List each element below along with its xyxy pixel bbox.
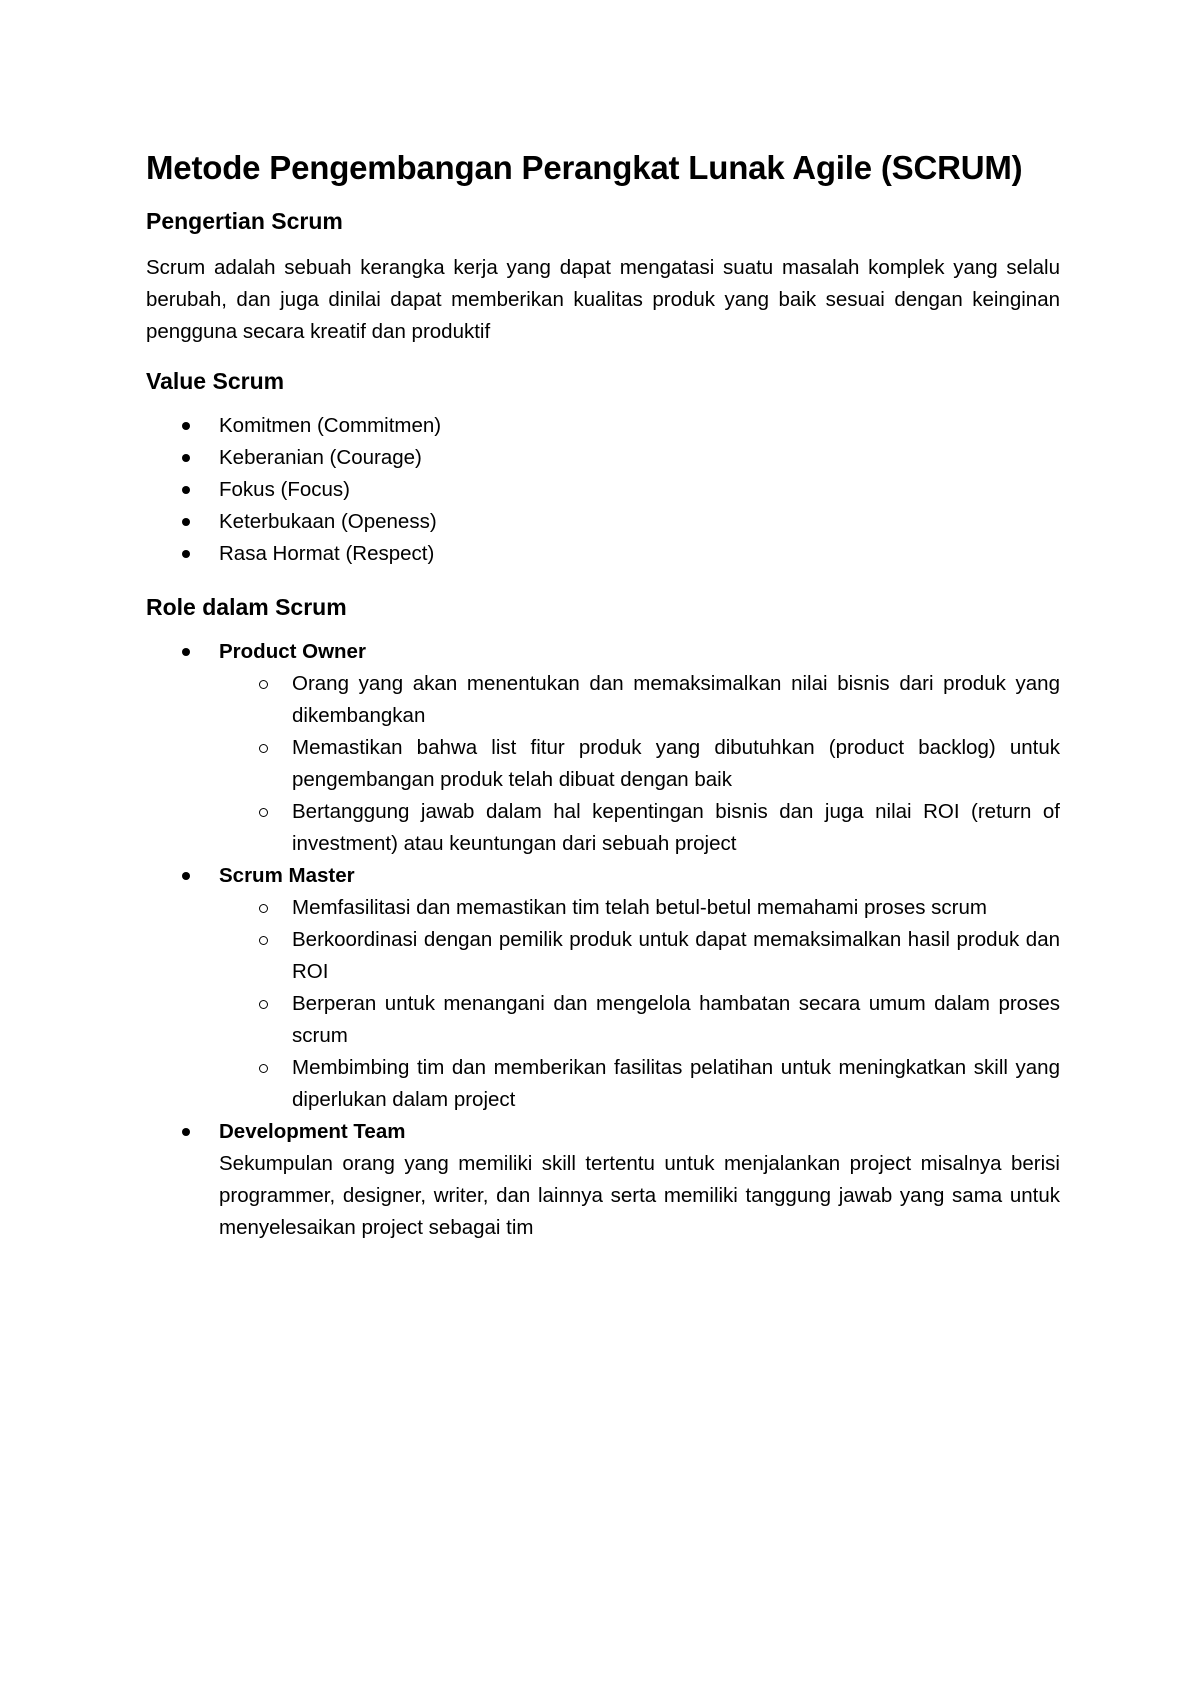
role-item-product-owner bbox=[146, 636, 1060, 860]
role-title: Product Owner bbox=[219, 640, 366, 663]
value-list bbox=[146, 410, 1060, 570]
sub-item-text: Memastikan bahwa list fitur produk yang dibutuhkan (product backlog) untuk pengembangan produk telah dibuat dengan baik bbox=[292, 736, 1060, 791]
circle-bullet-icon bbox=[259, 904, 268, 913]
role-title: Scrum Master bbox=[219, 864, 355, 887]
value-item-label: Keberanian (Courage) bbox=[219, 446, 422, 469]
product-owner-sublist bbox=[219, 668, 1060, 860]
sub-list-item bbox=[219, 988, 1060, 1052]
sub-item-text: Membimbing tim dan memberikan fasilitas pelatihan untuk meningkatkan skill yang diperlukan dalam project bbox=[292, 1056, 1060, 1111]
sub-list-item bbox=[219, 668, 1060, 732]
circle-bullet-icon bbox=[259, 1000, 268, 1009]
sub-list-item bbox=[219, 892, 1060, 924]
sub-item-text: Memfasilitasi dan memastikan tim telah betul-betul memahami proses scrum bbox=[292, 896, 987, 919]
paragraph-pengertian: Scrum adalah sebuah kerangka kerja yang dapat mengatasi suatu masalah komplek yang selalu berubah, dan juga dinilai dapat memberikan kualitas produk yang baik sesuai dengan keinginan pengguna secara kreatif dan produktif bbox=[146, 256, 1060, 343]
role-item-development-team bbox=[146, 1116, 1060, 1244]
circle-bullet-icon bbox=[259, 680, 268, 689]
list-item bbox=[146, 474, 1060, 506]
bullet-icon bbox=[182, 486, 190, 494]
development-team-description: Sekumpulan orang yang memiliki skill tertentu untuk menjalankan project misalnya berisi programmer, designer, writer, dan lainnya serta memiliki tanggung jawab yang sama untuk menyelesaikan project sebagai tim bbox=[219, 1152, 1060, 1239]
document-content bbox=[146, 146, 1060, 1244]
heading-value-scrum: Value Scrum bbox=[146, 368, 285, 394]
list-item bbox=[146, 506, 1060, 538]
sub-list-item bbox=[219, 796, 1060, 860]
bullet-icon bbox=[182, 422, 190, 430]
value-item-label: Rasa Hormat (Respect) bbox=[219, 542, 435, 565]
role-title: Development Team bbox=[219, 1120, 406, 1143]
circle-bullet-icon bbox=[259, 1064, 268, 1073]
bullet-icon bbox=[182, 1128, 190, 1136]
sub-item-text: Orang yang akan menentukan dan memaksimalkan nilai bisnis dari produk yang dikembangkan bbox=[292, 672, 1060, 727]
bullet-icon bbox=[182, 518, 190, 526]
value-item-label: Fokus (Focus) bbox=[219, 478, 350, 501]
sub-list-item bbox=[219, 732, 1060, 796]
list-item bbox=[146, 538, 1060, 570]
circle-bullet-icon bbox=[259, 936, 268, 945]
value-item-label: Komitmen (Commitmen) bbox=[219, 414, 442, 437]
document-title: Metode Pengembangan Perangkat Lunak Agile (SCRUM) bbox=[146, 149, 1023, 186]
list-item bbox=[146, 410, 1060, 442]
heading-role-dalam-scrum: Role dalam Scrum bbox=[146, 594, 347, 620]
role-item-scrum-master bbox=[146, 860, 1060, 1116]
scrum-master-sublist bbox=[219, 892, 1060, 1116]
bullet-icon bbox=[182, 648, 190, 656]
bullet-icon bbox=[182, 550, 190, 558]
circle-bullet-icon bbox=[259, 808, 268, 817]
sub-list-item bbox=[219, 924, 1060, 988]
list-item bbox=[146, 442, 1060, 474]
sub-item-text: Bertanggung jawab dalam hal kepentingan bisnis dan juga nilai ROI (return of investment) atau keuntungan dari sebuah project bbox=[292, 800, 1060, 855]
sub-item-text: Berkoordinasi dengan pemilik produk untuk dapat memaksimalkan hasil produk dan ROI bbox=[292, 928, 1060, 983]
sub-list-item bbox=[219, 1052, 1060, 1116]
sub-item-text: Berperan untuk menangani dan mengelola hambatan secara umum dalam proses scrum bbox=[292, 992, 1060, 1047]
circle-bullet-icon bbox=[259, 744, 268, 753]
bullet-icon bbox=[182, 454, 190, 462]
heading-pengertian-scrum: Pengertian Scrum bbox=[146, 208, 343, 234]
role-list bbox=[146, 636, 1060, 1244]
bullet-icon bbox=[182, 872, 190, 880]
value-item-label: Keterbukaan (Openess) bbox=[219, 510, 437, 533]
